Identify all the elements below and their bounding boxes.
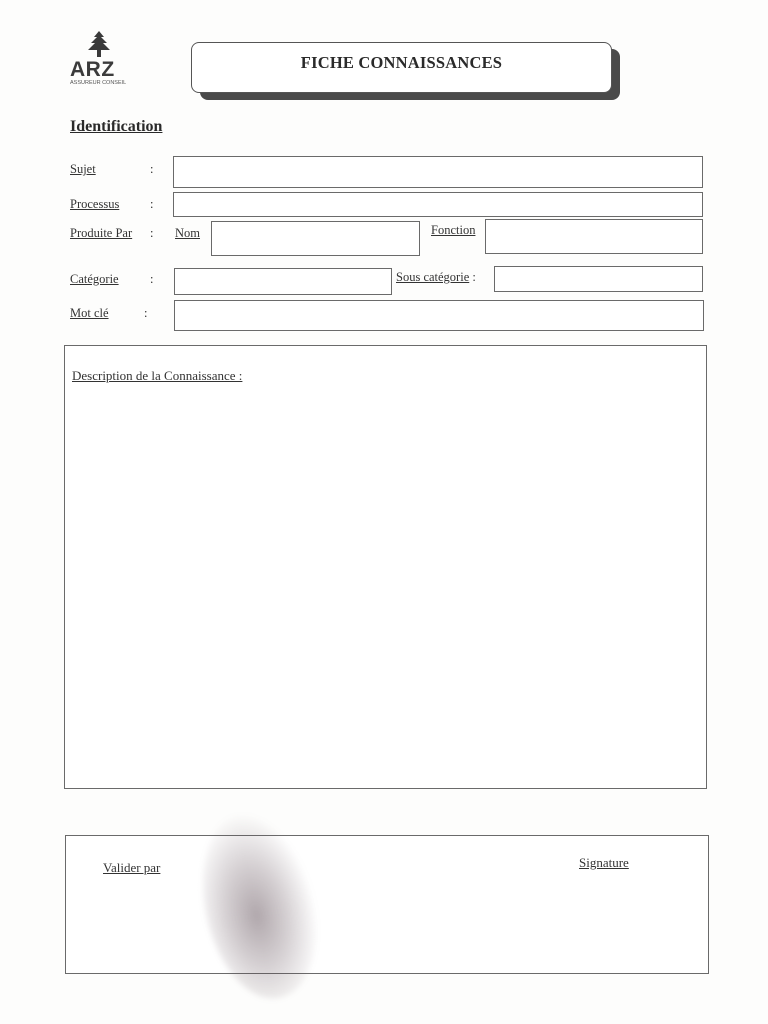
title-box (191, 42, 612, 93)
sujet-label: Sujet (70, 162, 96, 176)
cedar-tree-icon (82, 30, 116, 58)
nom-field[interactable] (211, 221, 420, 256)
mot-cle-field[interactable] (174, 300, 704, 331)
processus-colon: : (150, 197, 154, 211)
fonction-field[interactable] (485, 219, 703, 254)
section-title: Identification (70, 118, 163, 135)
signature-label: Signature (579, 855, 629, 870)
processus-field[interactable] (173, 192, 703, 217)
nom-label: Nom (175, 226, 200, 240)
categorie-label: Catégorie (70, 272, 119, 286)
sous-categorie-field[interactable] (494, 266, 703, 292)
sujet-colon: : (150, 162, 154, 176)
logo-tagline: ASSUREUR CONSEIL (70, 80, 127, 86)
description-label: Description de la Connaissance : (72, 368, 243, 383)
sous-categorie-colon: : (472, 270, 476, 284)
description-box[interactable] (64, 345, 707, 789)
categorie-colon: : (150, 272, 154, 286)
valider-par-label: Valider par (103, 860, 161, 875)
arz-logo (68, 30, 132, 90)
validation-box (65, 835, 709, 974)
produite-par-colon: : (150, 226, 154, 240)
sujet-field[interactable] (173, 156, 703, 188)
fonction-label: Fonction (431, 223, 476, 237)
processus-label: Processus (70, 197, 120, 211)
sous-categorie-label-wrap (396, 270, 476, 285)
sous-categorie-label: Sous catégorie (396, 270, 470, 284)
mot-cle-label: Mot clé (70, 306, 109, 320)
page-title: FICHE CONNAISSANCES (300, 53, 503, 72)
mot-cle-colon: : (144, 306, 148, 320)
categorie-field[interactable] (174, 268, 392, 295)
produite-par-label: Produite Par (70, 226, 133, 240)
logo-name: ARZ (70, 58, 115, 81)
